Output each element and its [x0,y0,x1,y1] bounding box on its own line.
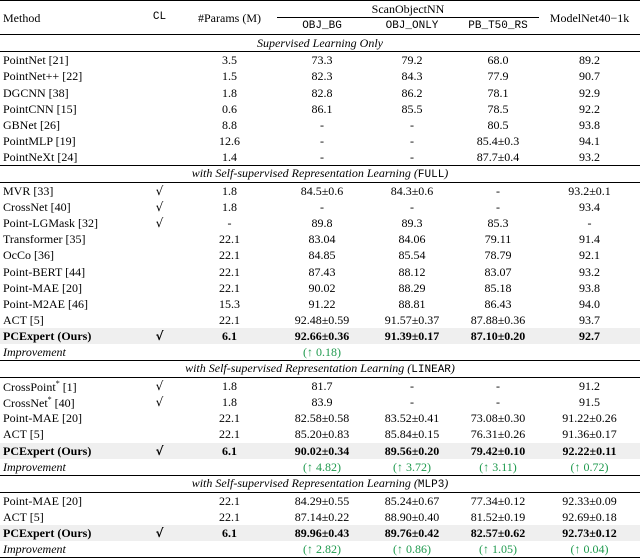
cell-obj-bg: - [320,200,324,215]
cell-cl [137,101,182,117]
cell-cl [137,68,182,84]
cell-pb: 85.18 [484,280,512,295]
cell-obj-only [367,541,457,558]
header-modelnet: ModelNet40−1k [539,1,640,35]
cell-modelnet: 91.5 [579,395,600,410]
table-row [0,117,640,133]
cell-obj-bg: 85.20±0.83 [294,427,350,442]
cell-obj-only: - [410,200,414,215]
improvement-value: (↑ 0.72) [570,459,609,474]
cell-cl: √ [155,200,164,215]
cell-obj-only: 85.24±0.67 [367,492,457,509]
cell-pb: 85.4±0.3 [476,133,520,148]
section-prefix: with Self-supervised Representation Learning ( [191,475,418,490]
cell-params: 22.1 [219,248,240,263]
cell-modelnet: 93.2 [579,264,600,279]
improvement-value: (↑ 0.18) [303,345,341,360]
cell-modelnet: 91.2 [539,378,640,395]
cell-method: ACT [5] [3,427,44,442]
cell-method: DGCNN [38] [3,85,69,100]
cell-obj-bg: 83.9 [311,395,333,410]
table-row [0,149,640,166]
table-row [0,101,640,117]
cell-params: 22.1 [219,427,240,442]
section-mode: LINEAR [411,364,451,377]
cell-obj-only: 84.3±0.6 [367,183,457,200]
cell-pb: 77.9 [487,69,509,84]
header-obj-bg: OBJ_BG [302,19,342,32]
cell-pb: 87.10±0.20 [457,328,539,344]
improvement-value: (↑ 0.04) [570,542,609,557]
cell-method: Improvement [0,541,137,558]
section-mode: FULL [417,168,445,181]
cell-pb: 78.1 [487,85,509,100]
cell-obj-only: 88.90±0.40 [384,509,440,524]
cell-params: 1.8 [222,85,237,100]
cell-modelnet: 92.22±0.11 [539,443,640,459]
table-row [0,231,640,247]
improvement-row [0,459,640,476]
cell-pb: 78.5 [487,101,509,116]
cell-method: Point-MAE [20] [0,492,137,509]
cell-obj-only: 84.06 [398,232,426,247]
table-row [0,68,640,84]
cell-modelnet: 92.7 [539,328,640,344]
cell-obj-only: - [410,395,414,410]
cell-obj-only: 84.3 [401,69,423,84]
cell-cl: √ [155,395,164,410]
table-row [0,378,640,395]
cell-obj-bg [277,459,367,476]
cell-obj-bg: 82.8 [311,85,333,100]
cell-cl [137,264,182,280]
cell-modelnet: 92.33±0.09 [539,492,640,509]
table-row [0,312,640,328]
cell-pb: - [496,200,500,215]
cell-cl: √ [137,378,182,395]
cell-method: ACT [5] [3,509,44,524]
cell-params: 6.1 [182,525,277,541]
section-prefix: with Self-supervised Representation Learning ( [185,361,412,376]
cell-cl [137,492,182,509]
section-label [0,361,640,378]
section-linear [0,361,640,378]
cell-pb: 76.31±0.26 [470,427,526,442]
cell-modelnet: 92.73±0.12 [539,525,640,541]
cell-modelnet [539,344,640,361]
cell-modelnet: 91.36±0.17 [562,427,617,442]
cell-cl [137,410,182,426]
cell-pb: 79.11 [484,232,512,247]
cell-cl: √ [137,328,182,344]
cell-method: ACT [5] [3,312,44,327]
cell-modelnet: 93.8 [579,280,600,295]
cell-cl: √ [155,216,164,231]
cell-modelnet [539,459,640,476]
table-row [0,247,640,263]
cell-method: Point-BERT [44] [3,264,86,279]
cell-pb: 86.43 [484,296,512,311]
cell-modelnet: 93.2±0.1 [539,183,640,200]
improvement-value: (↑ 4.82) [303,459,341,474]
method-mark: * [47,394,52,404]
cell-params: 1.5 [222,69,237,84]
header-cl: CL [137,1,182,35]
cell-method: Point-M2AE [46] [3,296,88,311]
cell-method: Transformer [35] [3,232,86,247]
cell-method: MVR [33] [0,183,137,200]
cell-obj-only: 88.81 [398,296,426,311]
cell-obj-bg: 86.1 [311,101,333,116]
cell-method: Point-LGMask [32] [3,216,98,231]
cell-params [182,541,277,558]
improvement-row [0,541,640,558]
table-row [0,394,640,410]
cell-obj-bg: 84.29±0.55 [277,492,367,509]
section-label [0,475,640,492]
table-row [0,509,640,525]
cell-obj-only [367,344,457,361]
cell-method: PointNet++ [22] [3,69,83,84]
cell-params: 1.4 [222,149,237,164]
cell-params: 12.6 [219,133,240,148]
cell-cl [137,84,182,100]
section-prefix: with Self-supervised Representation Learning ( [191,165,418,180]
cell-obj-bg: 89.8 [311,216,333,231]
method-ref: [1] [62,379,77,394]
cell-cl [137,296,182,312]
cell-params: 15.3 [219,296,240,311]
cell-pb [457,541,539,558]
cell-method: OcCo [36] [3,248,54,263]
cell-obj-bg: - [320,133,324,148]
cell-cl [137,231,182,247]
cell-obj-bg: 90.02±0.34 [277,443,367,459]
cell-obj-bg: 83.04 [308,232,336,247]
cell-params [182,344,277,361]
section-label: Supervised Learning Only [0,35,640,52]
header-pb: PB_T50_RS [468,19,528,32]
table-row [0,52,640,69]
cell-cl [137,459,182,476]
cell-modelnet: 92.1 [579,248,600,263]
cell-method: PointCNN [15] [3,101,77,116]
cell-cl [137,149,182,166]
cell-method: Point-MAE [20] [3,280,82,295]
table-row [0,133,640,149]
cell-cl [137,509,182,525]
cell-cl: √ [137,183,182,200]
cell-pb: 87.7±0.4 [476,149,520,164]
cell-obj-only [367,459,457,476]
cell-obj-only: 89.3 [401,216,423,231]
cell-pb: 83.07 [484,264,512,279]
cell-obj-bg: 92.66±0.36 [277,328,367,344]
section-label [0,165,640,182]
cell-cl [137,312,182,328]
cell-method [0,378,137,395]
cell-pb: 82.57±0.62 [457,525,539,541]
cell-pb: 73.08±0.30 [470,411,526,426]
cell-cl: √ [137,525,182,541]
cell-modelnet: 94.1 [579,133,600,148]
cell-obj-bg [277,344,367,361]
cell-method: Point-MAE [20] [3,411,82,426]
cell-obj-only: 85.84±0.15 [384,427,440,442]
cell-cl [137,117,182,133]
cell-modelnet: 93.8 [579,117,600,132]
cell-params: 22.1 [182,492,277,509]
cell-pb [457,344,539,361]
method-name: CrossPoint [3,379,56,394]
cell-obj-only: - [367,378,457,395]
improvement-value: (↑ 2.82) [303,542,341,557]
cell-cl [137,52,182,69]
cell-pb: 80.5 [487,117,509,132]
cell-params: 6.1 [182,443,277,459]
table-body [0,35,640,558]
table-row [0,492,640,509]
section-suffix: ) [444,475,449,490]
cell-cl: √ [137,443,182,459]
cell-pb: 77.34±0.12 [457,492,539,509]
cell-method: Improvement [3,459,66,474]
improvement-value: (↑ 0.86) [393,542,431,557]
method-mark: * [55,378,60,388]
cell-params: 22.1 [219,312,240,327]
cell-obj-only: 83.52±0.41 [384,411,440,426]
cell-pb: 68.0 [457,52,539,69]
cell-params: 22.1 [219,264,240,279]
cell-method: PCExpert (Ours) [0,443,137,459]
cell-obj-bg: 73.3 [277,52,367,69]
cell-pb: - [496,395,500,410]
cell-pb: 78.79 [484,248,512,263]
section-suffix: ) [450,361,455,376]
cell-obj-only: 86.2 [401,85,423,100]
cell-params [182,459,277,476]
cell-cl [137,280,182,296]
cell-params: 1.8 [222,395,237,410]
cell-params: 1.8 [182,183,277,200]
header-method: Method [0,1,137,35]
table-row [0,264,640,280]
cell-method [0,394,137,410]
cell-method: PointNet [21] [0,52,137,69]
table-row [0,183,640,200]
cell-obj-bg: 82.58±0.58 [294,411,350,426]
cell-obj-bg: - [320,117,324,132]
cell-obj-only: 89.76±0.42 [367,525,457,541]
cell-method: Improvement [3,345,66,360]
cell-cl [137,541,182,558]
cell-pb: 85.3 [487,216,509,231]
cell-params: 1.8 [182,378,277,395]
cell-cl [137,426,182,442]
cell-cl [137,344,182,361]
cell-method: PointNeXt [24] [3,149,78,164]
header-obj-only: OBJ_ONLY [385,19,439,32]
cell-obj-only: 91.39±0.17 [367,328,457,344]
improvement-row [0,344,640,361]
table-row [0,199,640,215]
table-row [0,410,640,426]
improvement-value: (↑ 1.05) [479,542,517,557]
cell-obj-only: 91.57±0.37 [384,312,440,327]
cell-pb: 87.88±0.36 [470,312,526,327]
table-row [0,280,640,296]
cell-pb: - [457,183,539,200]
ours-row [0,443,640,459]
cell-cl [137,133,182,149]
cell-obj-bg: 92.48±0.59 [294,312,350,327]
cell-obj-bg: 84.5±0.6 [277,183,367,200]
cell-modelnet: 91.22±0.26 [562,411,617,426]
cell-pb [457,459,539,476]
cell-obj-only: 85.5 [401,101,423,116]
cell-obj-bg: 81.7 [277,378,367,395]
cell-obj-only: 89.56±0.20 [367,443,457,459]
cell-modelnet: 93.2 [579,149,600,164]
table-row [0,426,640,442]
cell-modelnet: - [587,216,592,231]
cell-modelnet: 92.2 [579,101,600,116]
cell-obj-only: - [410,133,414,148]
ours-row [0,328,640,344]
ours-row [0,525,640,541]
section-mlp3 [0,475,640,492]
cell-obj-bg: 82.3 [311,69,333,84]
cell-obj-only: 88.12 [398,264,426,279]
cell-params: 0.6 [222,101,237,116]
cell-modelnet: 89.2 [539,52,640,69]
section-full [0,165,640,182]
cell-params: 22.1 [219,232,240,247]
cell-cl [137,247,182,263]
section-mode: MLP3 [417,478,445,491]
cell-modelnet: 94.0 [579,296,600,311]
table-row [0,84,640,100]
cell-params: 8.8 [222,117,237,132]
header-row-1 [0,1,640,18]
cell-obj-only: 88.29 [398,280,426,295]
cell-obj-bg [277,541,367,558]
header-params: #Params (M) [182,1,277,35]
cell-params: 6.1 [182,328,277,344]
cell-pb: 81.52±0.19 [470,509,526,524]
cell-modelnet: 93.4 [579,200,600,215]
cell-obj-only: 85.54 [398,248,426,263]
cell-params: 22.1 [219,411,240,426]
cell-obj-bg: 87.14±0.22 [294,509,350,524]
cell-params: 22.1 [219,280,240,295]
cell-obj-bg: - [320,149,324,164]
cell-obj-bg: 84.85 [308,248,336,263]
cell-obj-only: 79.2 [367,52,457,69]
header-scanobjectnn: ScanObjectNN [277,1,539,18]
cell-modelnet: 92.69±0.18 [562,509,617,524]
cell-method: PointMLP [19] [3,133,76,148]
improvement-value: (↑ 3.11) [479,459,517,474]
cell-obj-bg: 91.22 [308,296,336,311]
cell-modelnet: 90.7 [579,69,600,84]
cell-pb: - [457,378,539,395]
cell-modelnet: 92.9 [579,85,600,100]
cell-obj-only: - [410,149,414,164]
cell-pb: 79.42±0.10 [457,443,539,459]
cell-method: PCExpert (Ours) [0,525,137,541]
cell-params: 22.1 [219,509,240,524]
method-name: CrossNet [3,395,48,410]
cell-params: 1.8 [222,200,237,215]
improvement-value: (↑ 3.72) [393,459,431,474]
section-supervised [0,35,640,52]
cell-method: CrossNet [40] [3,200,71,215]
cell-method: GBNet [26] [3,117,60,132]
cell-obj-only: - [410,117,414,132]
cell-obj-bg: 89.96±0.43 [277,525,367,541]
table-row [0,296,640,312]
table-row [0,215,640,231]
cell-obj-bg: 87.43 [308,264,336,279]
cell-params: - [227,216,232,231]
cell-params: 3.5 [182,52,277,69]
cell-obj-bg: 90.02 [308,280,336,295]
cell-modelnet [539,541,640,558]
cell-method: PCExpert (Ours) [0,328,137,344]
cell-modelnet: 93.7 [579,312,600,327]
method-ref: [40] [54,395,75,410]
section-suffix: ) [444,165,449,180]
cell-modelnet: 91.4 [579,232,600,247]
